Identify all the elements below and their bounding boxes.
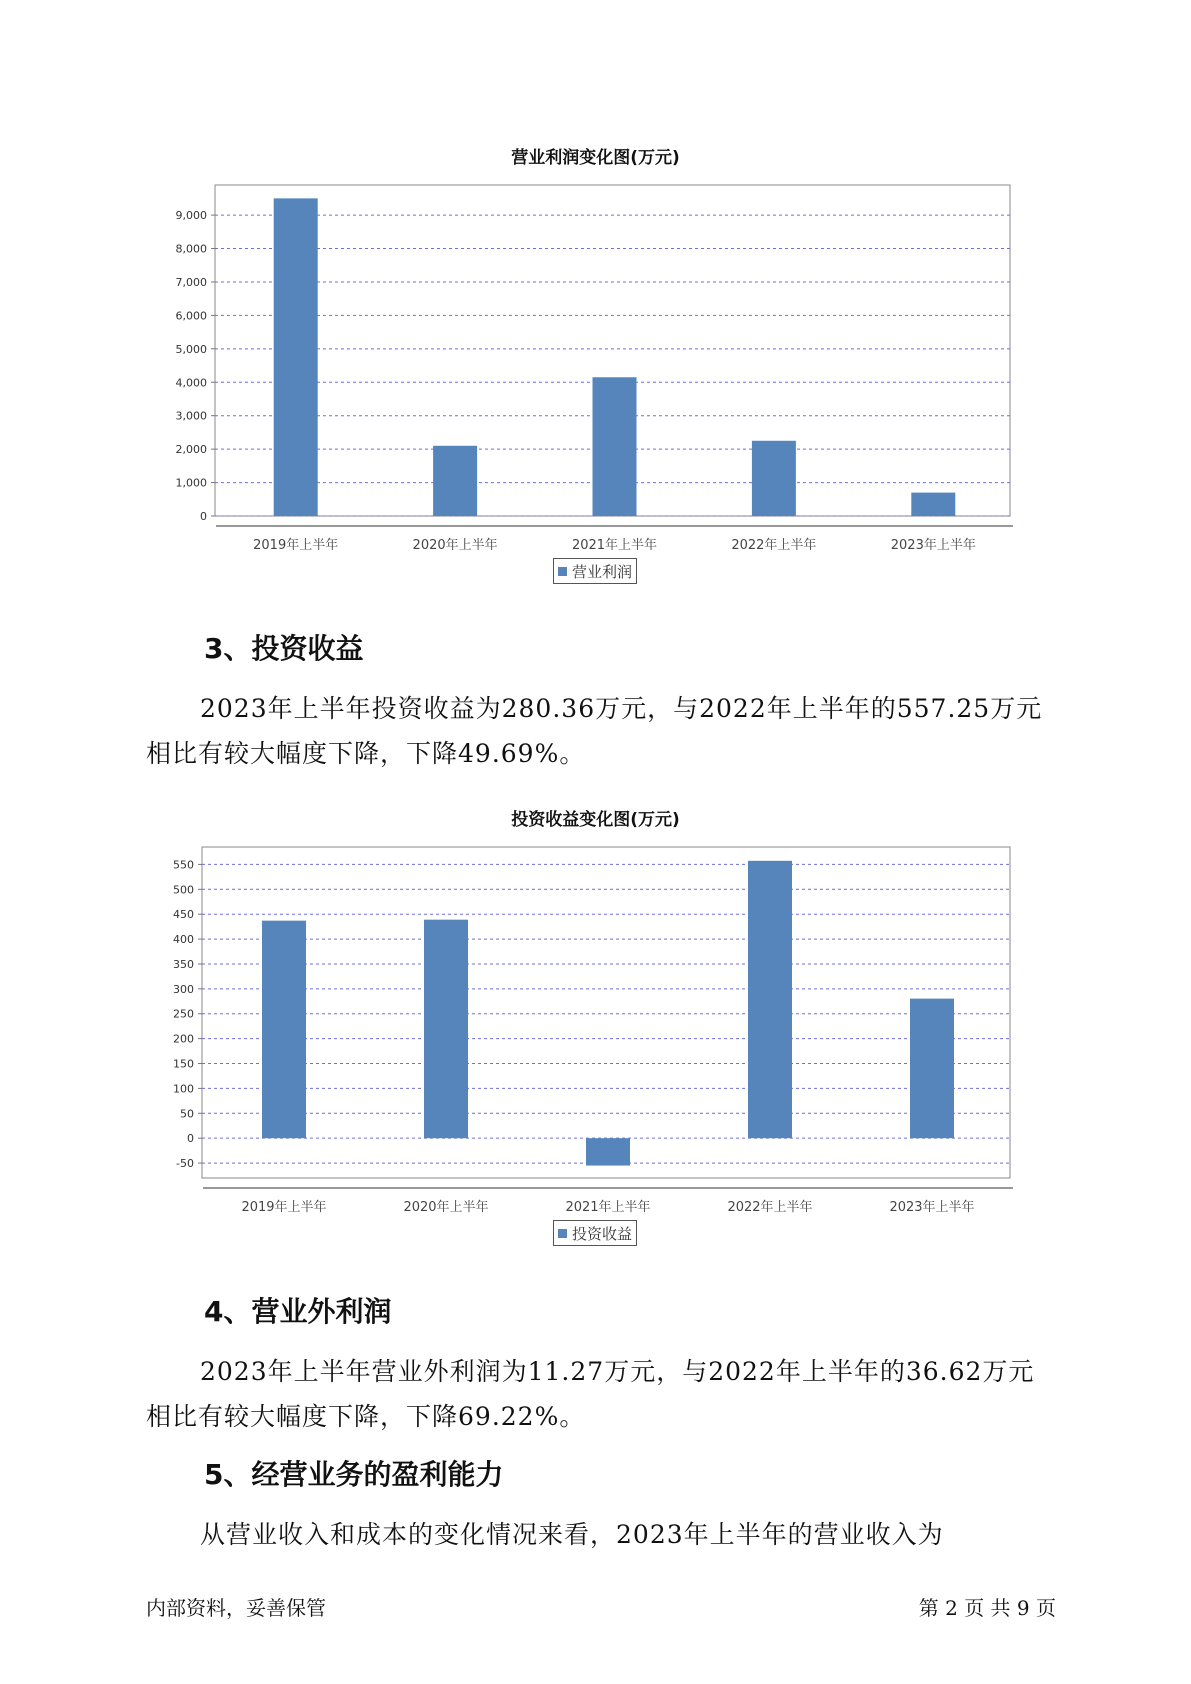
section-5-line-1: 从营业收入和成本的变化情况来看，2023年上半年的营业收入为	[200, 1520, 944, 1549]
y-tick-label: 5,000	[175, 342, 207, 356]
chart2-title: 投资收益变化图(万元)	[511, 810, 680, 830]
y-tick-label: 2,000	[175, 443, 207, 457]
section-4-paragraph	[146, 1349, 1046, 1439]
section-4-line-1: 2023年上半年营业外利润为11.27万元，与2022年上半年的36.62万元	[200, 1357, 1035, 1386]
y-tick-label: 1,000	[175, 476, 207, 490]
section-5-heading: 5、经营业务的盈利能力	[204, 1458, 504, 1491]
footer-note: 内部资料，妥善保管	[146, 1596, 326, 1620]
section-3-line-1: 2023年上半年投资收益为280.36万元，与2022年上半年的557.25万元	[200, 694, 1043, 723]
bar	[748, 861, 792, 1138]
x-tick-label: 2021年上半年	[565, 1200, 651, 1213]
chart1-legend	[553, 558, 637, 584]
x-tick-label: 2022年上半年	[731, 538, 817, 550]
section-5-paragraph	[146, 1512, 1046, 1557]
x-tick-label: 2020年上半年	[412, 538, 498, 550]
bar	[586, 1138, 630, 1165]
chart1-legend-label: 营业利润	[572, 562, 633, 581]
y-tick-label: 8,000	[175, 242, 207, 256]
y-tick-label: 50	[180, 1107, 194, 1121]
section-4-line-2: 相比有较大幅度下降，下降69.22%。	[146, 1402, 586, 1431]
legend-swatch-icon	[558, 1229, 567, 1238]
y-tick-label: 550	[173, 858, 194, 872]
y-tick-label: 4,000	[175, 376, 207, 390]
x-tick-label: 2023年上半年	[890, 538, 976, 550]
chart2-legend-label: 投资收益	[572, 1224, 633, 1243]
y-tick-label: 200	[173, 1032, 194, 1046]
y-tick-label: 450	[173, 908, 194, 922]
bar	[262, 921, 306, 1139]
legend-swatch-icon	[558, 567, 567, 576]
bar	[910, 999, 954, 1139]
x-tick-label: 2019年上半年	[253, 538, 339, 550]
x-tick-label: 2022年上半年	[727, 1200, 813, 1213]
page-number: 第 2 页 共 9 页	[918, 1596, 1056, 1620]
bar	[274, 198, 318, 516]
x-tick-label: 2020年上半年	[403, 1200, 489, 1213]
y-tick-label: 400	[173, 933, 194, 947]
y-tick-label: 3,000	[175, 409, 207, 423]
bar	[433, 446, 477, 516]
y-tick-label: 6,000	[175, 309, 207, 323]
section-3-heading: 3、投资收益	[204, 632, 364, 665]
y-tick-label: 300	[173, 982, 194, 996]
bar	[424, 920, 468, 1139]
y-tick-label: -50	[176, 1157, 194, 1171]
bar	[911, 493, 955, 516]
y-tick-label: 150	[173, 1057, 194, 1071]
y-tick-label: 250	[173, 1007, 194, 1021]
x-tick-label: 2021年上半年	[571, 538, 658, 550]
x-tick-label: 2019年上半年	[241, 1200, 327, 1213]
section-3-paragraph	[146, 686, 1046, 776]
plot-area	[202, 847, 1010, 1178]
section-4-heading: 4、营业外利润	[204, 1295, 392, 1328]
chart1-title: 营业利润变化图(万元)	[511, 148, 680, 168]
y-tick-label: 0	[200, 510, 207, 523]
y-tick-label: 100	[173, 1082, 194, 1096]
y-tick-label: 500	[173, 883, 194, 897]
section-3-line-2: 相比有较大幅度下降，下降49.69%。	[146, 739, 586, 768]
y-tick-label: 9,000	[175, 209, 207, 223]
y-tick-label: 7,000	[175, 275, 207, 289]
operating-profit-chart	[0, 170, 1191, 550]
bar	[593, 377, 637, 516]
y-tick-label: 350	[173, 957, 194, 971]
y-tick-label: 0	[187, 1132, 194, 1146]
x-tick-label: 2023年上半年	[889, 1200, 975, 1213]
bar	[752, 441, 796, 516]
chart2-legend	[553, 1220, 637, 1246]
investment-income-chart	[0, 833, 1191, 1213]
